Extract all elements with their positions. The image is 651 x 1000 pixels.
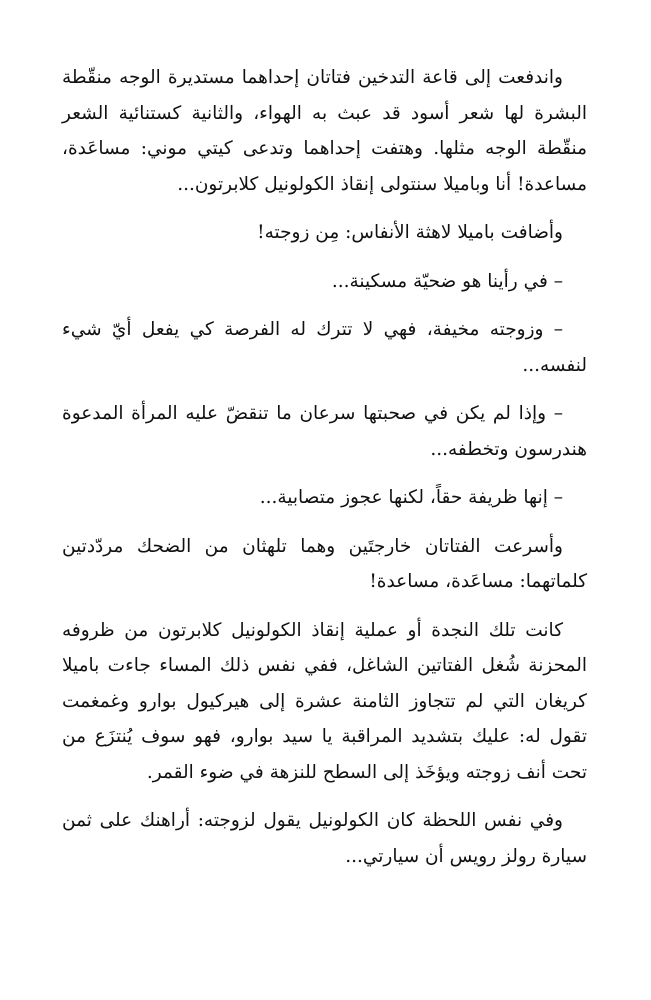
paragraph-scary-wife: – وزوجته مخيفة، فهي لا تترك له الفرصة كي يفعل أيّ شيء لنفسه... <box>62 319 587 376</box>
paragraph-pamela-adds: وأضافت باميلا لاهثة الأنفاس: مِن زوجته! <box>257 222 563 243</box>
paragraph-colonel-bet: وفي نفس اللحظة كان الكولونيل يقول لزوجته: أراهنك على ثمن سيارة رولز رويس أن سيارتي... <box>62 810 587 867</box>
paragraph-girls-leave: وأسرعت الفتاتان خارجتَين وهما تلهثان من الضحك مردّدتين كلماتهما: مساعَدة، مساعدة! <box>62 535 587 592</box>
book-page <box>62 60 587 887</box>
paragraph-old-flirt: – إنها ظريفة حقاً، لكنها عجوز متصابية... <box>259 487 563 508</box>
paragraph-poor-victim: – في رأينا هو ضحيّة مسكينة... <box>331 270 563 292</box>
paragraph-henderson: – وإذا لم يكن في صحبتها سرعان ما تنقضّ عليه المرأة المدعوة هندرسون وتخطفه... <box>62 403 587 460</box>
paragraph-evening-poirot: كانت تلك النجدة أو عملية إنقاذ الكولونيل كلابرتون من ظروفه المحزنة شُغل الفتاتين الشاغل، ففي نفس ذلك المساء جاءت باميلا كريغان التي لم تتجاوز الثامنة عشرة إلى هيركيول بوارو وغمغمت تقول له: عليك بتشديد المراقبة يا سيد بوارو، فهو سوف يُنتزَع من تحت أنف زوجته ويؤخَذ إلى السطح للنزهة في ضوء القمر. <box>62 619 587 783</box>
paragraph-rescue-call: واندفعت إلى قاعة التدخين فتاتان إحداهما مستديرة الوجه منقّطة البشرة لها شعر أسود قد عبث به الهواء، والثانية كستنائية الشعر منقّطة الوجه مثلها. وهتفت إحداهما وتدعى كيتي موني: مساعَدة، مساعدة! أنا وباميلا سنتولى إنقاذ الكولونيل كلابرتون... <box>62 67 587 195</box>
